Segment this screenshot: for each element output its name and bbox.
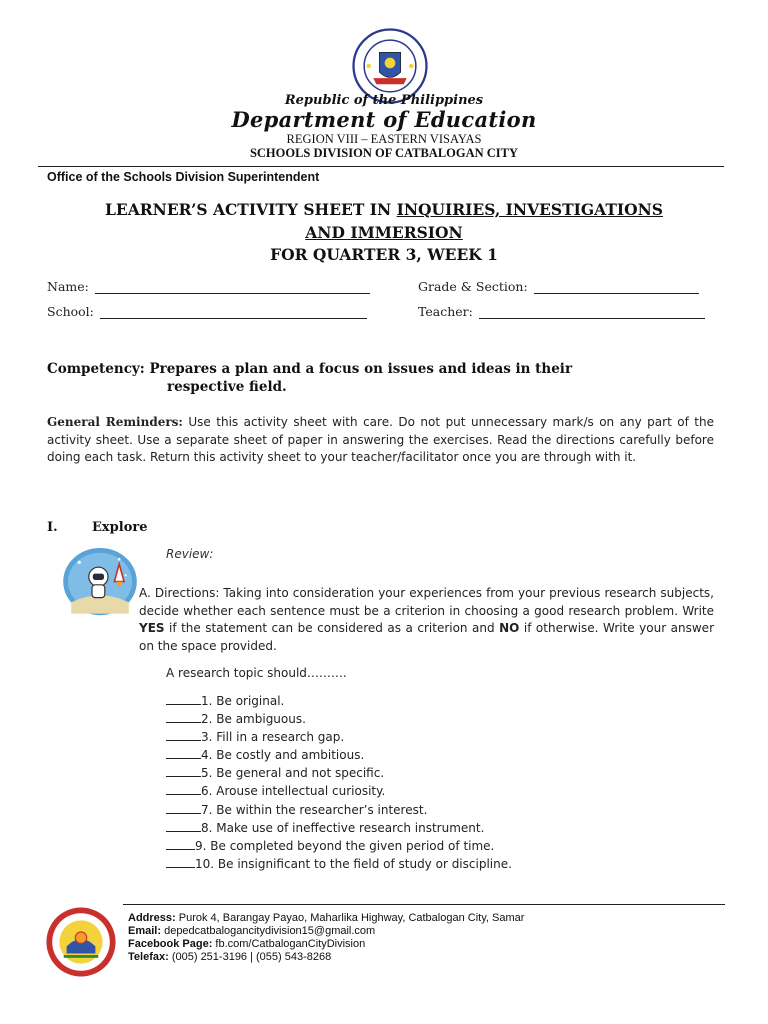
- header-divider: [38, 166, 724, 167]
- telefax-label: Telefax:: [128, 951, 169, 963]
- competency-label: Competency:: [47, 361, 145, 377]
- office-label: Office of the Schools Division Superintendent: [47, 170, 320, 184]
- department-heading: Department of Education: [231, 107, 537, 132]
- email-label: Email:: [128, 925, 162, 937]
- directions-text-1: A. Directions: Taking into consideration your experiences from your previous research subjects, decide whether each sentence must be a criterion in choosing a good research problem. Write: [139, 586, 714, 618]
- address-label: Address:: [128, 912, 176, 924]
- item-text: 7. Be within the researcher’s interest.: [201, 802, 428, 817]
- item-text: 2. Be ambiguous.: [201, 712, 306, 727]
- footer-facebook: [128, 938, 524, 951]
- item-text: 9. Be completed beyond the given period of time.: [195, 838, 495, 853]
- directions-text-2: if the statement can be considered as a criterion and: [164, 621, 500, 635]
- item-text: 10. Be insignificant to the field of study or discipline.: [195, 856, 512, 871]
- section-number: I.: [47, 520, 58, 535]
- list-item: [166, 710, 512, 728]
- footer-contact: [128, 912, 524, 964]
- teacher-blank[interactable]: [479, 306, 705, 319]
- list-item: [166, 764, 512, 782]
- telefax-value: (005) 251-3196 | (055) 543-8268: [171, 951, 332, 963]
- school-blank[interactable]: [100, 306, 367, 319]
- answer-blank[interactable]: [166, 856, 195, 868]
- answer-blank[interactable]: [166, 783, 201, 795]
- footer-telefax: [128, 951, 524, 964]
- answer-blank[interactable]: [166, 711, 201, 723]
- reminders-label: General Reminders:: [47, 415, 183, 429]
- competency-block: [47, 360, 727, 396]
- school-field[interactable]: [47, 304, 367, 319]
- name-label: Name:: [47, 279, 89, 294]
- division-seal-logo: [45, 906, 117, 978]
- sheet-title-line-1: [40, 198, 728, 221]
- astronaut-illustration: [60, 540, 140, 620]
- address-value: Purok 4, Barangay Payao, Maharlika Highway, Catbalogan City, Samar: [178, 912, 525, 924]
- division-heading: SCHOOLS DIVISION OF CATBALOGAN CITY: [249, 146, 519, 160]
- item-text: 4. Be costly and ambitious.: [201, 748, 365, 763]
- name-field[interactable]: [47, 279, 370, 294]
- answer-blank[interactable]: [166, 802, 201, 814]
- section-title-explore: Explore: [92, 520, 148, 535]
- grade-section-label: Grade & Section:: [418, 279, 528, 294]
- name-blank[interactable]: [95, 281, 370, 294]
- list-item: [166, 692, 512, 710]
- grade-section-blank[interactable]: [534, 281, 699, 294]
- no-keyword: NO: [499, 621, 520, 635]
- list-item: [166, 837, 512, 855]
- yes-keyword: YES: [139, 621, 165, 635]
- directions-paragraph: [139, 585, 714, 655]
- region-heading: REGION VIII – EASTERN VISAYAS: [286, 132, 482, 146]
- list-item: [166, 801, 512, 819]
- republic-heading: Republic of the Philippines: [284, 93, 484, 108]
- teacher-label: Teacher:: [418, 304, 473, 319]
- criteria-list: [166, 692, 512, 873]
- footer-divider: [123, 904, 725, 905]
- item-text: 5. Be general and not specific.: [201, 766, 385, 781]
- items-lead: A research topic should……….: [166, 666, 347, 680]
- school-label: School:: [47, 304, 94, 319]
- sheet-title-quarter: FOR QUARTER 3, WEEK 1: [270, 245, 498, 264]
- review-label: Review:: [166, 547, 214, 561]
- answer-blank[interactable]: [166, 820, 201, 832]
- facebook-label: Facebook Page:: [128, 938, 213, 950]
- email-value[interactable]: depedcatbalogancitydivision15@gmail.com: [164, 925, 376, 937]
- item-text: 1. Be original.: [201, 694, 285, 708]
- list-item: [166, 728, 512, 746]
- list-item: [166, 855, 512, 873]
- teacher-field[interactable]: [418, 304, 705, 319]
- grade-section-field[interactable]: [418, 279, 699, 294]
- competency-text-2: respective field.: [167, 379, 287, 395]
- reminders-text: Use this activity sheet with care. Do not put unnecessary mark/s on any part of the activity sheet. Use a separate sheet of paper in answering the exercises. Read the directions carefully before doing each task. Return this activity sheet to your teacher/facilitator once you are through with it.: [47, 415, 715, 464]
- item-text: 3. Fill in a research gap.: [201, 730, 345, 745]
- title-subject: INQUIRIES, INVESTIGATIONS: [396, 200, 663, 219]
- general-reminders: [47, 414, 714, 467]
- answer-blank[interactable]: [166, 729, 201, 741]
- list-item: [166, 746, 512, 764]
- item-text: 6. Arouse intellectual curiosity.: [201, 784, 386, 799]
- footer-email: [128, 925, 524, 938]
- directions-text-3: if otherwise. Write your answer on the space provided.: [139, 621, 715, 653]
- answer-blank[interactable]: [166, 693, 201, 705]
- item-text: 8. Make use of ineffective research instrument.: [201, 820, 485, 835]
- facebook-value[interactable]: fb.com/CatbaloganCityDivision: [215, 938, 366, 950]
- footer-address: [128, 912, 524, 925]
- sheet-title-line-2: [40, 221, 728, 244]
- answer-blank[interactable]: [166, 765, 201, 777]
- list-item: [166, 819, 512, 837]
- title-subject-cont: AND IMMERSION: [305, 223, 463, 242]
- list-item: [166, 782, 512, 800]
- title-prefix: LEARNER’S ACTIVITY SHEET IN: [105, 200, 397, 219]
- answer-blank[interactable]: [166, 747, 201, 759]
- competency-text-1: Prepares a plan and a focus on issues and ideas in their: [149, 361, 573, 377]
- answer-blank[interactable]: [166, 838, 195, 850]
